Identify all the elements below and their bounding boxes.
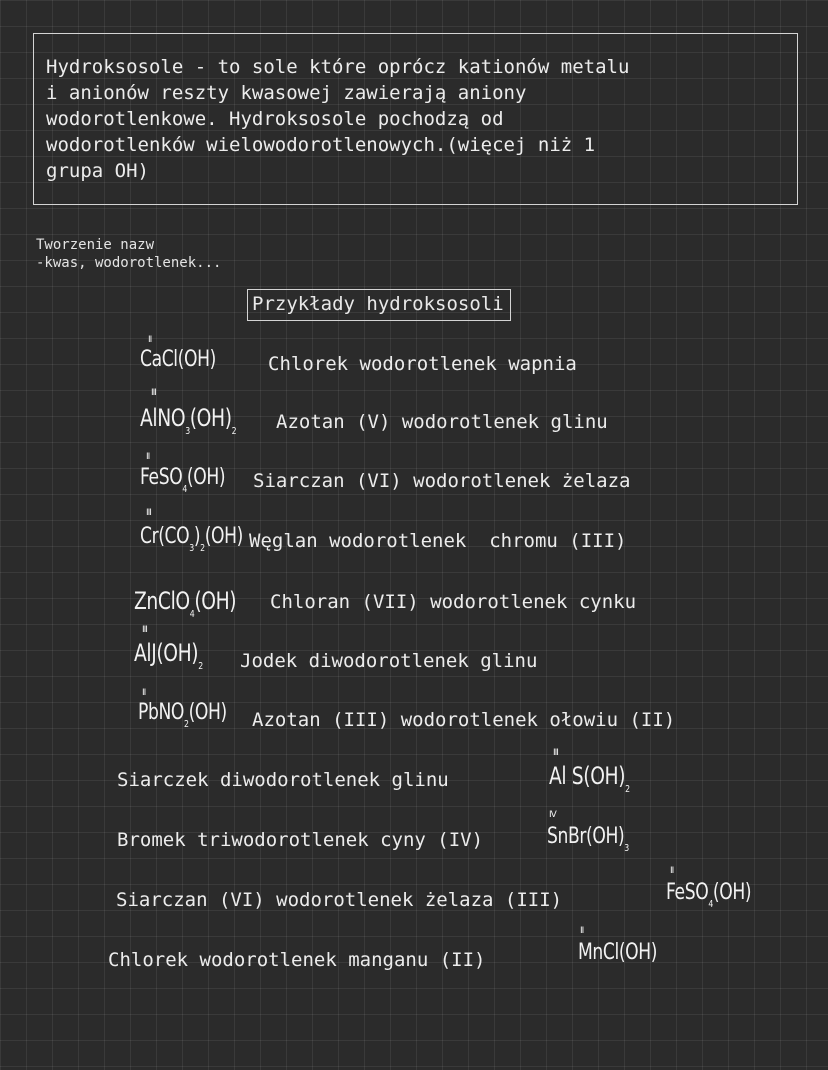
compound-name: Siarczan (VI) wodorotlenek żelaza	[253, 470, 631, 492]
oxidation-state: II	[148, 335, 152, 345]
oxidation-state: II	[146, 452, 150, 462]
compound-name: Siarczek diwodorotlenek glinu	[117, 769, 449, 791]
oxidation-state: III	[553, 748, 558, 758]
compound-name: Bromek triwodorotlenek cyny (IV)	[117, 829, 484, 851]
naming-line-2: -kwas, wodorotlenek...	[36, 255, 222, 271]
chemical-formula: FeSO$_4$(OH)	[666, 880, 752, 910]
example-row	[140, 390, 740, 446]
chemical-formula: FeSO$_4$(OH)	[140, 465, 226, 495]
example-row	[140, 510, 760, 566]
chemical-formula: ZnClO$_4$(OH)	[134, 587, 237, 620]
naming-note	[36, 236, 221, 272]
naming-line-1: Tworzenie nazw	[36, 237, 155, 253]
oxidation-state: II	[580, 926, 584, 936]
example-row	[116, 866, 766, 926]
compound-name: Siarczan (VI) wodorotlenek żelaza (III)	[116, 889, 563, 911]
example-row	[117, 812, 717, 868]
oxidation-state: IV	[549, 810, 556, 820]
example-row	[140, 452, 760, 508]
chemical-formula: MnCl(OH)	[578, 940, 658, 965]
compound-name: Węglan wodorotlenek chromu (III)	[249, 530, 627, 552]
example-row	[108, 926, 708, 986]
example-row	[117, 750, 717, 806]
example-row	[140, 335, 740, 391]
oxidation-state: III	[146, 508, 151, 518]
chemical-formula: Al $S(OH)_2$	[549, 762, 630, 795]
definition-box: Hydroksosole - to sole które oprócz kationów metalu i anionów reszty kwasowej zawierają aniony wodorotlenkowe. Hydroksosole pochodzą od wodorotlenków wielowodorotlenowych.(więcej niż 1 grupa OH)	[33, 33, 798, 205]
compound-name: Azotan (V) wodorotlenek glinu	[276, 411, 608, 433]
chemical-formula: PbNO$_2$(OH)	[138, 700, 227, 730]
example-row	[134, 625, 734, 681]
compound-name: Jodek diwodorotlenek glinu	[240, 650, 538, 672]
oxidation-state: III	[151, 388, 156, 398]
compound-name: Chlorek wodorotlenek wapnia	[268, 353, 577, 375]
example-row	[138, 688, 788, 744]
chemical-formula: $AlJ(OH)_2$	[134, 639, 203, 672]
compound-name: Chloran (VII) wodorotlenek cynku	[270, 591, 637, 613]
oxidation-state: III	[142, 625, 147, 635]
chemical-formula: $SnBr(OH)_3$	[547, 824, 629, 854]
compound-name: Chlorek wodorotlenek manganu (II)	[108, 949, 486, 971]
oxidation-state: II	[142, 688, 146, 698]
chemical-formula: $Cr(CO_3)_2(OH)$	[140, 524, 243, 554]
example-row	[134, 573, 754, 629]
compound-name: Azotan (III) wodorotlenek ołowiu (II)	[252, 709, 676, 731]
chemical-formula: CaCl(OH)	[140, 347, 216, 372]
oxidation-state: II	[670, 866, 674, 876]
chemical-formula: $AlNO_3(OH)_2$	[140, 404, 237, 437]
examples-title: Przykłady hydroksosoli	[247, 289, 511, 321]
